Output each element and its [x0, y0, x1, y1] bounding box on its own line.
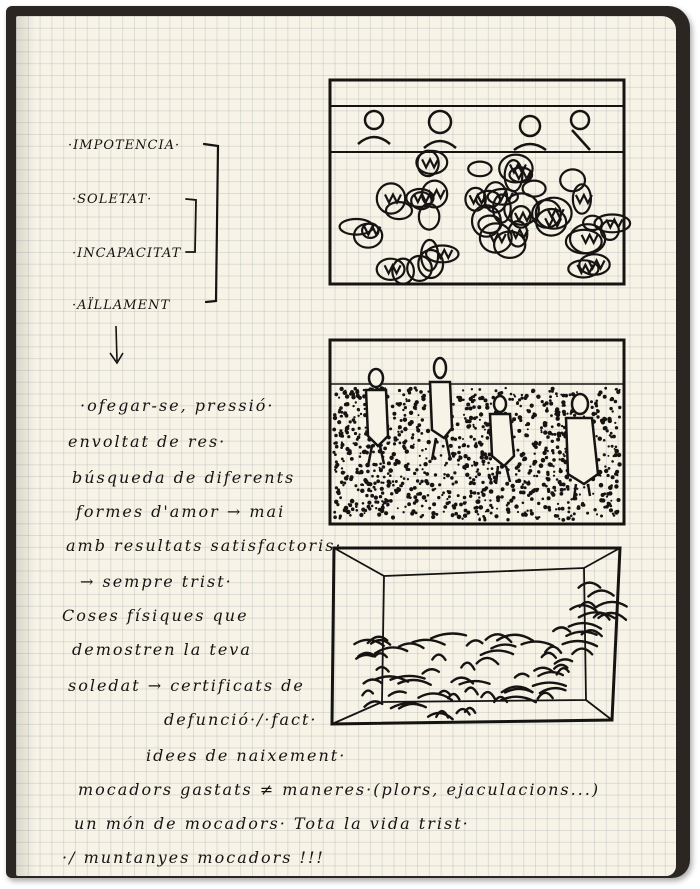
list-item-impotencia: ·IMPOTENCIA· — [68, 138, 181, 153]
note-line: ·ofegar-se, pressió· — [80, 396, 275, 415]
list-item-aillament: ·AÏLLAMENT — [72, 298, 171, 313]
note-line: formes d'amor → mai — [76, 502, 286, 521]
note-line: búsqueda de diferents — [72, 468, 296, 487]
note-line: amb resultats satisfactoris· — [66, 536, 343, 555]
note-line: Coses físiques que — [62, 606, 249, 625]
note-line: ·/ muntanyes mocadors !!! — [62, 848, 325, 867]
note-line: → sempre trist· — [80, 572, 233, 591]
list-item-soletat: ·SOLETAT· — [72, 192, 153, 207]
note-line: mocadors gastats ≠ maneres·(plors, ejaculacions...) — [78, 780, 601, 799]
note-line: idees de naixement· — [146, 746, 347, 765]
note-line: soledat → certificats de — [68, 676, 305, 695]
list-item-incapacitat: ·INCAPACITAT — [72, 246, 182, 261]
note-line: defunció·/·fact· — [164, 710, 318, 729]
note-line: un món de mocadors· Tota la vida trist· — [74, 814, 470, 833]
note-line: envoltat de res· — [68, 432, 227, 451]
sketch-room-pile-of-handkerchiefs — [322, 542, 632, 738]
notebook-cover — [6, 6, 690, 878]
sketch-figures-dotted-ground — [328, 338, 628, 528]
note-line: demostren la teva — [72, 640, 252, 659]
sketch-crowd-of-heads — [328, 78, 628, 288]
notebook-page — [16, 16, 676, 876]
